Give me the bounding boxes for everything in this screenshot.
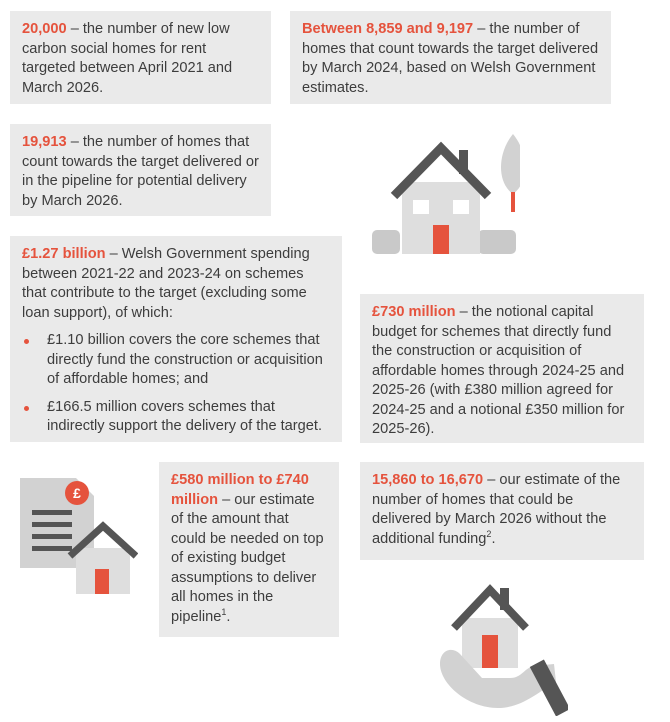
stat-text-end: . xyxy=(226,608,231,625)
stat-text: – our estimate of the number of homes that could be delivered by March 2026 without the additional funding xyxy=(372,472,621,547)
footnote-marker: 2 xyxy=(486,528,492,539)
stat-text: – the number of new low carbon social homes for rent targeted between April 2021 and March 2026. xyxy=(22,21,233,96)
stat-text: – Welsh Government spending between 2021-22 and 2023-24 on schemes that contribute to the target (excluding some loan support), of which: xyxy=(22,246,310,321)
list-item: £1.10 billion covers the core schemes that directly fund the construction or acquisition of affordable homes; and xyxy=(22,331,330,390)
stat-highlight: £730 million xyxy=(372,304,456,320)
stat-highlight: 20,000 xyxy=(22,21,67,37)
stat-text: – the number of homes that count towards the target delivered or in the pipeline for potential delivery by March 2026. xyxy=(22,134,259,209)
stat-box-new-homes-target xyxy=(10,11,271,104)
stat-highlight: 19,913 xyxy=(22,134,67,150)
footnote-marker: 1 xyxy=(221,606,227,617)
stat-text: – the number of homes that count towards the target delivered by March 2024, based on Welsh Government estimates. xyxy=(302,21,599,96)
stat-highlight: Between 8,859 and 9,197 xyxy=(302,21,474,37)
stat-highlight: £580 million to £740 million xyxy=(171,472,309,508)
stat-box-spending xyxy=(10,236,342,442)
stat-highlight: £1.27 billion xyxy=(22,246,106,262)
house-tree-icon xyxy=(368,130,520,258)
stat-text: – our estimate of the amount that could be needed on top of existing budget assumptions to deliver all homes in the pipeline xyxy=(171,491,324,625)
stat-box-homes-pipeline xyxy=(10,124,271,216)
hand-house-icon xyxy=(438,580,568,716)
stat-box-additional-funding xyxy=(159,462,339,637)
stat-box-capital-budget xyxy=(360,294,644,443)
list-item: £166.5 million covers schemes that indirectly support the delivery of the target. xyxy=(22,398,330,437)
stat-text: – the notional capital budget for schemes that directly fund the construction or acquisition of affordable homes through 2024-25 and 2025-26 (with £380 million agreed for 2024-25 and a notional £350 million for 2025-26). xyxy=(372,304,625,437)
stat-highlight: 15,860 to 16,670 xyxy=(372,472,484,488)
spending-breakdown-list xyxy=(22,331,330,437)
stat-text-end: . xyxy=(491,530,496,547)
stat-box-homes-delivered-2024 xyxy=(290,11,611,104)
pound-icon: £ xyxy=(73,485,81,501)
document-house-icon xyxy=(18,476,138,596)
stat-box-homes-without-funding xyxy=(360,462,644,560)
